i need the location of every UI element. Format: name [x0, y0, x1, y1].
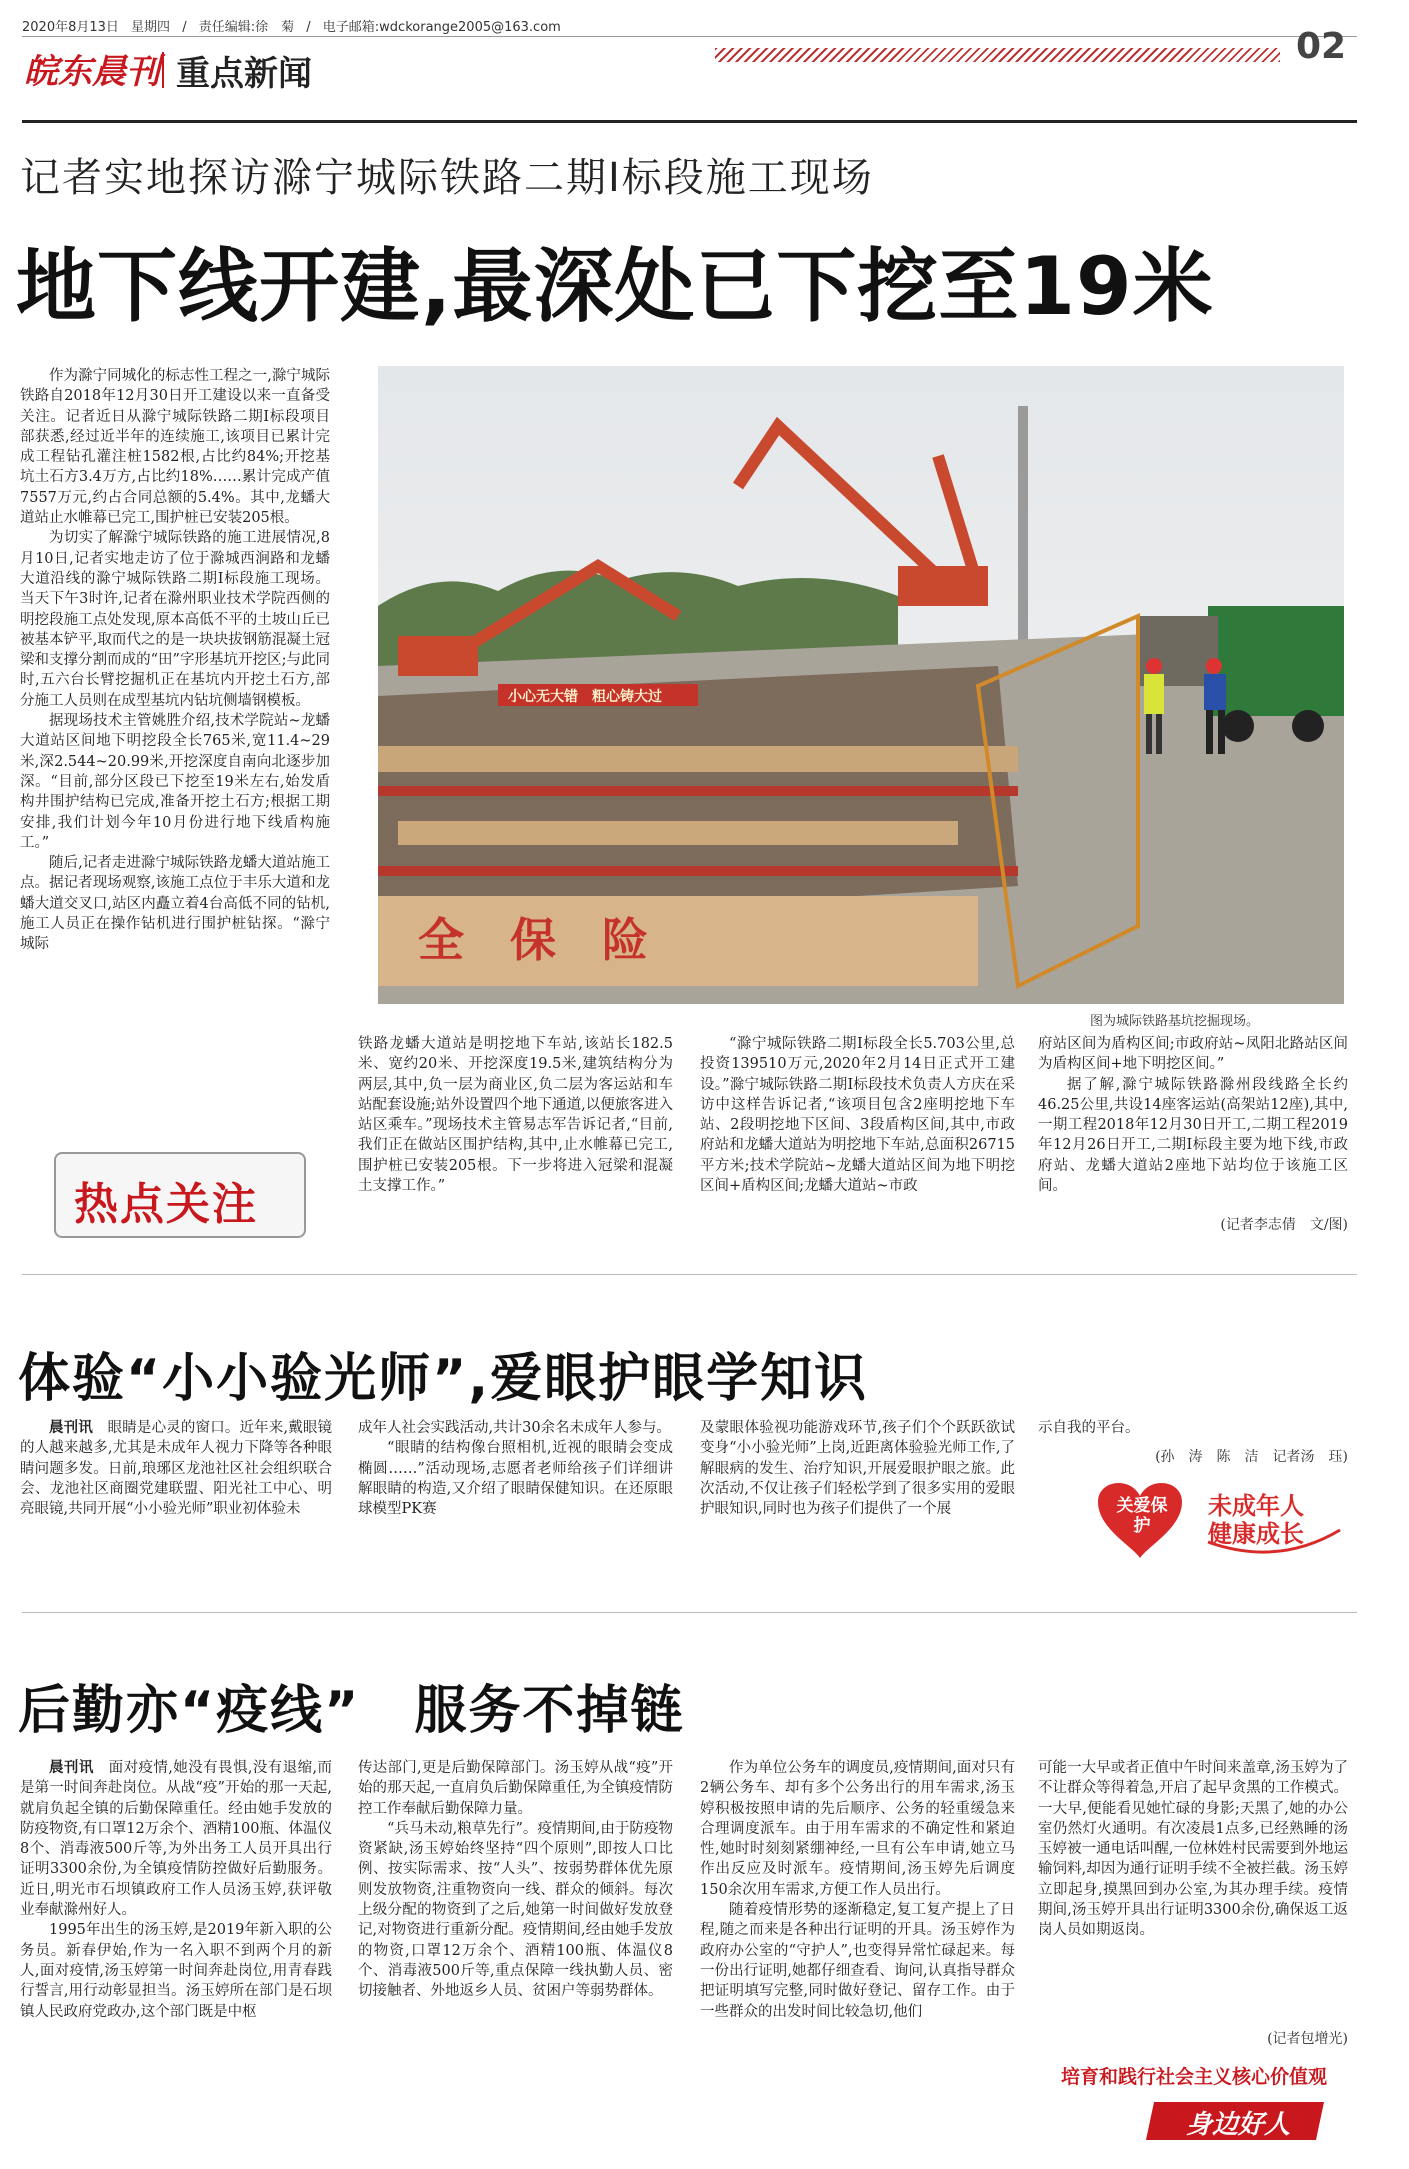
header-rule — [22, 120, 1357, 123]
story1-paragraph: 随后,记者走进滁宁城际铁路龙蟠大道站施工点。据记者现场观察,该施工点位于丰乐大道和龙蟠大道交叉口,站区内矗立着4台高低不同的钻机,施工人员正在操作钻机进行围护桩钻探。“滁宁城际 — [20, 855, 330, 953]
construction-photo — [378, 366, 1344, 1004]
issue-weekday: 星期四 — [131, 20, 171, 35]
page-number: 02 — [1296, 26, 1347, 67]
story1-kicker: 记者实地探访滁宁城际铁路二期Ⅰ标段施工现场 — [20, 155, 874, 201]
story2-column-1 — [20, 1418, 332, 1560]
crane-tower — [1018, 406, 1028, 656]
story2-credit: (孙 涛 陈 洁 记者汤 珏) — [1155, 1449, 1348, 1465]
story2-paragraph: 及蒙眼体验视功能游戏环节,孩子们个个跃跃欲试变身“小小验光师”上岗,近距离体验验光师工作,了解眼病的发生、治疗知识,开展爱眼护眼之旅。此次活动,不仅让孩子们轻松学到了很多实用的爱眼护眼知识,同时也为孩子们提供了一个展 — [700, 1420, 1015, 1518]
story1-headline: 地下线开建,最深处已下挖至19米 — [16, 240, 1214, 333]
story3-column-2 — [358, 1758, 673, 2158]
badge-right-text-2: 健康成长 — [1208, 1520, 1304, 1548]
header-hatch — [715, 48, 1280, 62]
story1-paragraph: 府站区间为盾构区间;市政府站~凤阳北路站区间为盾构区间+地下明挖区间。” — [1038, 1036, 1348, 1073]
story1-column-1 — [20, 366, 330, 1136]
story3-lead: 晨刊讯 — [49, 1760, 94, 1776]
story2-lead: 晨刊讯 — [49, 1420, 93, 1436]
story1-credit: (记者李志倩 文/图) — [1220, 1217, 1348, 1233]
story2-column-3 — [700, 1418, 1015, 1560]
story1-paragraph: 铁路龙蟠大道站是明挖地下车站,该站长182.5米、宽约20米、开挖深度19.5米,建筑结构分为两层,其中,负一层为商业区,负二层为客运站和车站配套设施;站外设置四个地下通道,以便旅客进入站区乘车。”现场技术主管易志军告诉记者,“目前,我们正在做站区围护结构,其中,止水帷幕已完工,围护桩已安装205根。下一步将进入冠梁和混凝土支撑工作。” — [358, 1036, 673, 1195]
photo-caption: 图为城际铁路基坑挖掘现场。 — [1090, 1014, 1260, 1029]
story3-column-4 — [1038, 1758, 1348, 2024]
hot-topic-badge — [54, 1152, 306, 1238]
story3-credit: (记者包增光) — [1267, 2031, 1348, 2047]
photo-sign-text: 全 保 险 — [418, 913, 648, 967]
good-people-banner — [1040, 2058, 1348, 2150]
minor-protection-badge — [1058, 1472, 1348, 1568]
story2-paragraph: 示自我的平台。 — [1038, 1420, 1140, 1436]
brand-logo: 皖东晨刊 — [24, 52, 160, 92]
story1-paragraph: “滁宁城际铁路二期Ⅰ标段全长5.703公里,总投资139510万元,2020年2月14日正式开工建设。”滁宁城际铁路二期Ⅰ标段技术负责人方庆在采访中这样告诉记者,“该项目包含2座明挖地下车站、2段明挖地下区间、3段盾构区间,其中,市政府站和龙蟠大道站为明挖地下车站,总面积26715平方米;技术学院站~龙蟠大道站区间为地下明挖区间+盾构区间;龙蟠大道站~市政 — [700, 1036, 1015, 1195]
story1-column-3 — [700, 1034, 1015, 1244]
story3-paragraph: 可能一大早或者正值中午时间来盖章,汤玉婷为了不让群众等得着急,开启了起早贪黑的工作模式。一大早,便能看见她忙碌的身影;天黑了,她的办公室仍然灯火通明。有次凌晨1点多,已经熟睡的汤玉婷被一通电话叫醒,一位林姓村民需要到外地运输饲料,却因为通行证明手续不全被拦截。汤玉婷立即起身,摸黑回到办公室,为其办理手续。疫情期间,汤玉婷开具出行证明3300余份,确保返工返岗人员如期返岗。 — [1038, 1760, 1348, 1939]
story3-paragraph: 传达部门,更是后勤保障部门。汤玉婷从战“疫”开始的那天起,一直肩负后勤保障重任,为全镇疫情防控工作奉献后勤保障力量。 — [358, 1760, 673, 1817]
story3-paragraph: “兵马未动,粮草先行”。疫情期间,由于防疫物资紧缺,汤玉婷始终坚持“四个原则”,即按人口比例、按实际需求、按“人头”、按弱势群体优先原则发放物资,注重物资向一线、群众的倾斜。每次上级分配的物资到了之后,她第一时间做好发放登记,对物资进行重新分配。疫情期间,经由她手发放的物资,口罩12万余个、酒精100瓶、体温仪8个、消毒液500斤等,重点保障一线执勤人员、密切接触者、外地返乡人员、贫困户等弱势群体。 — [358, 1820, 673, 2000]
story2-paragraph: 成年人社会实践活动,共计30余名未成年人参与。 — [358, 1420, 672, 1436]
story2-column-4 — [1038, 1418, 1348, 1442]
story2-paragraph: “眼睛的结构像台照相机,近视的眼睛会变成椭圆……”活动现场,志愿者老师给孩子们详细讲解眼睛的构造,又介绍了眼睛保健知识。在还原眼球模型PK赛 — [358, 1440, 673, 1518]
story1-paragraph: 为切实了解滁宁城际铁路的施工进展情况,8月10日,记者实地走访了位于滁城西涧路和龙蟠大道沿线的滁宁城际铁路二期Ⅰ标段施工现场。当天下午3时许,记者在滁州职业技术学院西侧的明挖段施工点处发现,原本高低不平的土坡山丘已被基本铲平,取而代之的是一块块拔钢筋混凝土冠梁和支撑分割而成的“田”字形基坑开挖区;与此同时,五六台长臂挖掘机正在基坑内开挖土石方,部分施工人员则在成型基坑内钻坑侧墙钢模板。 — [20, 530, 330, 709]
photo-banner-text: 小心无大错 粗心铸大过 — [508, 689, 662, 705]
story3-paragraph: 作为单位公务车的调度员,疫情期间,面对只有2辆公务车、却有多个公务出行的用车需求,汤玉婷积极按照申请的先后顺序、公务的轻重缓急来合理调度派车。由于用车需求的不确定性和紧迫性,她时时刻刻紧绷神经,一旦有公车申请,她立马作出反应及时派车。疫情期间,汤玉婷先后调度150余次用车需求,方便工作人员出行。 — [700, 1760, 1015, 1898]
section-title: 重点新闻 — [176, 54, 312, 94]
story2-column-2 — [358, 1418, 673, 1560]
editor-email: 电子邮箱:wdckorange2005@163.com — [322, 20, 561, 35]
story1-paragraph: 据了解,滁宁城际铁路滁州段线路全长约46.25公里,共设14座客运站(高架站12座),其中,一期工程2018年12月30日开工,二期工程2019年12月26日开工,二期Ⅰ标段主要为地下线,市政府站、龙蟠大道站2座地下站均位于该施工区间。 — [1038, 1076, 1348, 1195]
story3-paragraph: 随着疫情形势的逐渐稳定,复工复产提上了日程,随之而来是各种出行证明的开具。汤玉婷作为政府办公室的“守护人”,也变得异常忙碌起来。每一份出行证明,她都仔细查看、询问,认真指导群众把证明填写完整,同时做好登记、留存工作。由于一些群众的出发时间比较急切,他们 — [700, 1902, 1015, 2020]
banner-bottom-text: 身边好人 — [1185, 2110, 1290, 2140]
hot-topic-label: 热点关注 — [74, 1179, 258, 1230]
badge-left-text: 关爱保护 — [1116, 1496, 1168, 1536]
story3-paragraph: 1995年出生的汤玉婷,是2019年新入职的公务员。新春伊始,作为一名入职不到两个月的新人,面对疫情,汤玉婷第一时间奔赴岗位,用青春践行誓言,用行动彰显担当。汤玉婷所在部门是石坝镇人民政府党政办,这个部门既是中枢 — [20, 1922, 332, 2020]
story1-paragraph: 据现场技术主管姚胜介绍,技术学院站~龙蟠大道站区间地下明挖段全长765米,宽11.4~29米,深2.544~20.99米,开挖深度自南向北逐步加深。“目前,部分区段已下挖至19米左右,始发盾构井围护结构已完成,准备开挖土石方;根据工期安排,我们计划今年10月份进行地下线盾构施工。” — [20, 713, 330, 851]
story3-column-1 — [20, 1758, 332, 2158]
editor-name: 责任编辑:徐 菊 — [198, 20, 295, 35]
story1-paragraph: 作为滁宁同城化的标志性工程之一,滁宁城际铁路自2018年12月30日开工建设以来一直备受关注。记者近日从滁宁城际铁路二期Ⅰ标段项目部获悉,经过近半年的连续施工,该项目已累计完成工程钻孔灌注桩1582根,占比约84%;开挖基坑土石方3.4万方,占比约18%……累计完成产值7557万元,约占合同总额的5.4%。其中,龙蟠大道站止水帷幕已完工,围护桩已安装205根。 — [20, 368, 330, 527]
story3-text: 面对疫情,她没有畏惧,没有退缩,而是第一时间奔赴岗位。从战“疫”开始的那一天起,就肩负起全镇的后勤保障重任。经由她手发放的防疫物资,有口罩12万余个、酒精100瓶、体温仪8个、消毒液500斤等,为外出务工人员开具出行证明3300余份,为全镇疫情防控做好后勤服务。近日,明光市石坝镇政府工作人员汤玉婷,获评敬业奉献滁州好人。 — [20, 1760, 332, 1919]
story2-text: 眼睛是心灵的窗口。近年来,戴眼镜的人越来越多,尤其是未成年人视力下降等各种眼睛问题多发。日前,琅琊区龙池社区社会组织联合会、龙池社区商圈党建联盟、阳光社工中心、明亮眼镜,共同开展“小小验光师”职业初体验未 — [20, 1420, 332, 1518]
story1-column-4 — [1038, 1034, 1348, 1210]
issue-date: 2020年8月13日 — [22, 20, 119, 35]
header-meta: 2020年8月13日 星期四 / 责任编辑:徐 菊 / 电子邮箱:wdckorange2005@163.com — [22, 20, 561, 35]
story3-headline: 后勤亦“疫线” 服务不掉链 — [18, 1681, 685, 1741]
banner-top-text: 培育和践行社会主义核心价值观 — [1060, 2066, 1327, 2088]
badge-right-text-1: 未成年人 — [1208, 1492, 1304, 1520]
story3-column-3 — [700, 1758, 1015, 2158]
story1-column-2 — [358, 1034, 673, 1244]
story2-headline: 体验“小小验光师”,爱眼护眼学知识 — [18, 1349, 869, 1409]
